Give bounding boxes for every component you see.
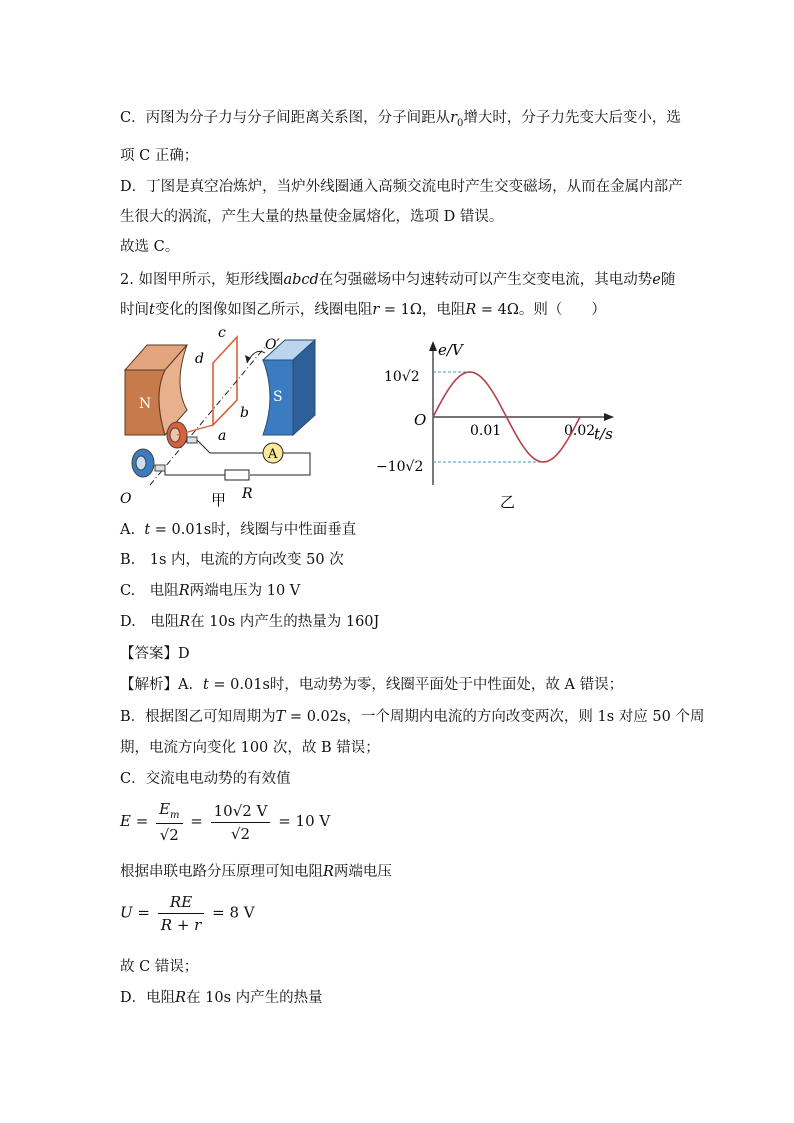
text: 两端电压 xyxy=(333,864,392,880)
text: A. xyxy=(120,522,136,538)
equation-u: U = $\frac{RE}{R + r}$ = 8 V xyxy=(120,893,255,934)
explanation-a xyxy=(120,675,623,695)
text: 根据串联电路分压原理可知电阻 xyxy=(120,864,323,880)
brush-1 xyxy=(187,437,197,443)
rotation-arrow xyxy=(247,351,265,363)
label-a: a xyxy=(218,428,227,444)
figure-jia xyxy=(115,325,345,510)
option-c-line2: 项 C 正确； xyxy=(120,148,199,164)
n-label: N xyxy=(139,396,152,412)
R-symbol: R xyxy=(179,614,191,630)
text: 在匀强磁场中匀速转动可以产生交变电流，其电动势 xyxy=(318,272,653,288)
y-axis-label: e/V xyxy=(438,341,463,359)
origin-label: O xyxy=(414,411,427,429)
explanation-c: C．交流电电动势的有效值 xyxy=(120,771,291,787)
caption-jia: 甲 xyxy=(211,491,227,509)
text: 在 10s 内产生的热量 xyxy=(186,990,323,1006)
fraction-em xyxy=(156,800,182,844)
text: B．根据图乙可知周期为 xyxy=(120,709,276,725)
num: 10√2 V xyxy=(211,802,271,823)
text: D. 电阻 xyxy=(120,614,180,630)
text: 【解析】A． xyxy=(120,677,203,693)
R-symbol: R xyxy=(175,990,187,1006)
den: R + r xyxy=(160,916,202,934)
abcd-symbol: abcd xyxy=(283,272,319,288)
brush-2 xyxy=(155,465,165,471)
label-o-prime: O′ xyxy=(265,337,280,353)
text: = 1Ω，电阻 xyxy=(379,302,466,318)
wire-top xyxy=(197,440,263,453)
explanation-c2 xyxy=(120,862,392,882)
text: 增大时，分子力先变大后变小，选 xyxy=(463,110,681,126)
R-symbol: R xyxy=(323,864,334,880)
E-symbol: E xyxy=(120,812,131,830)
option-d-line2: 生很大的涡流，产生大量的热量使金属熔化，选项 D 错误。 xyxy=(120,209,504,225)
text: 随 xyxy=(660,272,676,288)
text: D．电阻 xyxy=(120,990,176,1006)
choose-line: 故选 C。 xyxy=(120,239,180,255)
option-d xyxy=(120,612,379,632)
R-symbol: R xyxy=(178,583,190,599)
label-b: b xyxy=(240,405,249,421)
s-label: S xyxy=(273,389,283,405)
slip-ring-2-inner xyxy=(136,456,146,470)
equation-e: E = $\frac{E_m}{√2}$ = $\frac{10√2 V}{√2}$ = 10 V xyxy=(120,800,331,844)
option-d-line1: D．丁图是真空冶炼炉，当炉外线圈通入高频交流电时产生交变磁场，从而在金属内部产 xyxy=(120,179,683,195)
sub: m xyxy=(170,810,180,821)
r0-sub: 0 xyxy=(457,117,464,129)
explanation-b-line2: 期，电流方向变化 100 次，故 B 错误； xyxy=(120,740,380,756)
text: C. 电阻 xyxy=(120,583,179,599)
y-min-label: −10√2 xyxy=(376,459,424,475)
explanation-b-line1 xyxy=(120,707,704,727)
rhs: = 10 V xyxy=(278,812,331,830)
num: E xyxy=(159,800,171,818)
option-c-line1 xyxy=(120,108,681,134)
text: 时间 xyxy=(120,302,149,318)
y-max-label: 10√2 xyxy=(384,369,420,385)
text: 两端电压为 10 V xyxy=(189,583,301,599)
resistor-label: R xyxy=(242,486,253,502)
label-o: O xyxy=(120,491,132,507)
resistor xyxy=(225,470,249,480)
T-symbol: T xyxy=(275,709,286,725)
explanation-d xyxy=(120,988,323,1008)
text: = 4Ω。则（ ） xyxy=(476,302,606,318)
question-2-line2 xyxy=(120,300,606,320)
ammeter-label: A xyxy=(268,447,278,462)
option-c xyxy=(120,581,300,601)
text: 变化的图像如图乙所示，线圈电阻 xyxy=(154,302,373,318)
r-symbol: r xyxy=(372,302,380,318)
t-symbol: t xyxy=(202,677,209,693)
text: = 0.02s，一个周期内电流的方向改变两次，则 1s 对应 50 个周 xyxy=(285,709,705,725)
text: = 0.01s时，线圈与中性面垂直 xyxy=(150,522,357,538)
x-tick-2: 0.02 xyxy=(564,423,596,439)
rhs: = 8 V xyxy=(212,903,255,922)
wire-bottom xyxy=(165,471,225,475)
answer: 【答案】D xyxy=(120,646,190,662)
U-symbol: U xyxy=(120,903,133,922)
fraction-value xyxy=(211,802,271,843)
question-2-line1 xyxy=(120,270,675,290)
x-tick-1: 0.01 xyxy=(470,423,502,439)
fraction-u xyxy=(158,893,205,934)
num: RE xyxy=(158,893,205,914)
label-c: c xyxy=(218,325,226,341)
text: 2. 如图甲所示，矩形线圈 xyxy=(120,272,284,288)
r0-symbol: r xyxy=(450,110,458,126)
text: = 0.01s时，电动势为零，线圈平面处于中性面处，故 A 错误； xyxy=(208,677,624,693)
option-a xyxy=(120,520,356,540)
option-b: B. 1s 内，电流的方向改变 50 次 xyxy=(120,552,344,568)
den: √2 xyxy=(159,826,179,844)
explanation-c3: 故 C 错误； xyxy=(120,959,199,975)
x-axis-label: t/s xyxy=(594,425,613,443)
x-axis-arrow xyxy=(604,413,614,421)
text: C．丙图为分子力与分子间距离关系图，分子间距从 xyxy=(120,110,451,126)
figure-yi xyxy=(368,335,628,515)
t-symbol: t xyxy=(149,302,155,318)
coil xyxy=(213,337,237,425)
text: 在 10s 内产生的热量为 160J xyxy=(190,614,380,630)
R-symbol: R xyxy=(465,302,477,318)
caption-yi: 乙 xyxy=(500,493,516,511)
t-symbol: t xyxy=(144,522,151,538)
den: √2 xyxy=(230,824,251,843)
label-d: d xyxy=(195,351,204,367)
e-symbol: e xyxy=(652,272,661,288)
y-axis-arrow xyxy=(429,341,437,351)
